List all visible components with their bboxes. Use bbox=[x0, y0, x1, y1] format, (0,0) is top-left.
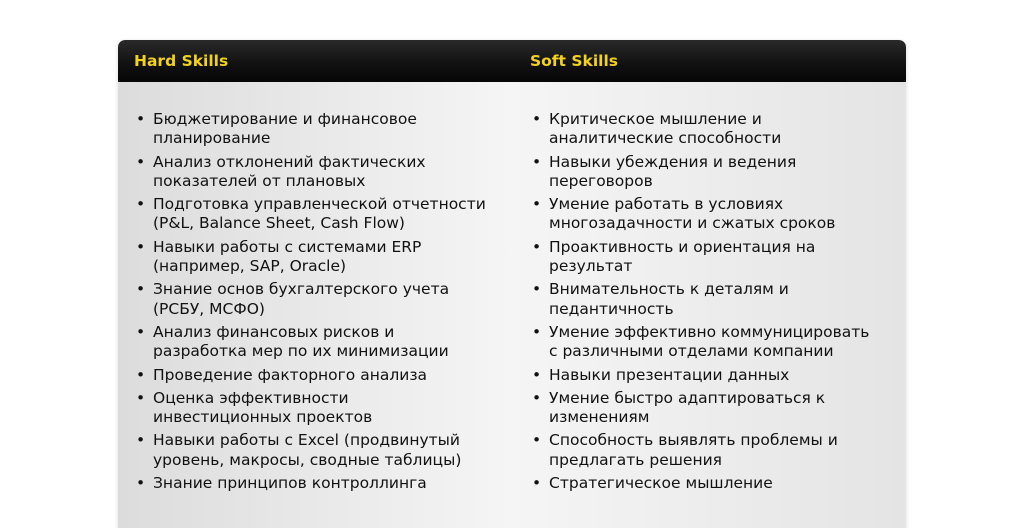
soft-skill-text: аналитические способности bbox=[549, 129, 782, 148]
hard-skill-text: планирование bbox=[153, 129, 271, 148]
hard-skill-text: Знание основ бухгалтерского учета bbox=[153, 280, 450, 299]
skills-table bbox=[118, 40, 906, 528]
hard-skill-item bbox=[134, 323, 514, 362]
bullet-icon: • bbox=[532, 110, 542, 128]
hard-skill-text: Анализ финансовых рисков и bbox=[153, 322, 395, 341]
hard-skill-text: разработка мер по их минимизации bbox=[153, 342, 449, 361]
hard-skills-heading: Hard Skills bbox=[134, 52, 229, 70]
bullet-icon: • bbox=[136, 322, 146, 341]
hard-skills-list bbox=[134, 110, 514, 497]
bullet-icon: • bbox=[532, 152, 542, 171]
soft-skill-item bbox=[530, 195, 900, 234]
bullet-icon: • bbox=[136, 365, 146, 384]
soft-skill-text: Стратегическое мышление bbox=[549, 474, 773, 493]
bullet-icon: • bbox=[136, 152, 146, 171]
soft-skill-text: Способность выявлять проблемы и bbox=[549, 431, 838, 450]
hard-skill-item bbox=[134, 153, 514, 192]
hard-skill-text: Проведение факторного анализа bbox=[153, 365, 428, 384]
hard-skill-text: Бюджетирование и финансовое bbox=[153, 110, 417, 128]
bullet-icon: • bbox=[532, 388, 542, 407]
hard-skill-item bbox=[134, 110, 514, 149]
soft-skill-text: Умение быстро адаптироваться к bbox=[549, 388, 826, 407]
soft-skill-text: Внимательность к деталям и bbox=[549, 280, 789, 299]
soft-skill-text: Проактивность и ориентация на bbox=[549, 237, 816, 256]
hard-skill-text: уровень, макросы, сводные таблицы) bbox=[153, 450, 462, 469]
soft-skill-text: Умение работать в условиях bbox=[549, 195, 784, 214]
soft-skill-text: переговоров bbox=[549, 171, 653, 190]
bullet-icon: • bbox=[532, 431, 542, 450]
hard-skill-item bbox=[134, 280, 514, 319]
hard-skill-text: (например, SAP, Oracle) bbox=[153, 257, 347, 276]
bullet-icon: • bbox=[136, 431, 146, 450]
bullet-icon: • bbox=[136, 110, 146, 128]
bullet-icon: • bbox=[532, 195, 542, 214]
hard-skill-text: инвестиционных проектов bbox=[153, 408, 373, 427]
hard-skill-text: (РСБУ, МСФО) bbox=[153, 299, 265, 318]
soft-skill-text: результат bbox=[549, 257, 633, 276]
hard-skill-item bbox=[134, 238, 514, 277]
hard-skill-text: Подготовка управленческой отчетности bbox=[153, 195, 486, 214]
soft-skill-text: изменениям bbox=[549, 408, 650, 427]
soft-skill-item bbox=[530, 431, 900, 470]
soft-skill-item bbox=[530, 323, 900, 362]
hard-skill-text: Навыки работы с системами ERP bbox=[153, 237, 422, 256]
soft-skill-text: Навыки презентации данных bbox=[549, 365, 790, 384]
soft-skills-list bbox=[530, 110, 900, 497]
soft-skill-item bbox=[530, 389, 900, 428]
hard-skill-text: Оценка эффективности bbox=[153, 388, 349, 407]
soft-skill-text: Умение эффективно коммуницировать bbox=[549, 322, 870, 341]
soft-skill-item bbox=[530, 238, 900, 277]
soft-skill-text: педантичность bbox=[549, 299, 674, 318]
bullet-icon: • bbox=[136, 195, 146, 214]
soft-skill-item bbox=[530, 110, 900, 149]
bullet-icon: • bbox=[136, 474, 146, 493]
bullet-icon: • bbox=[532, 322, 542, 341]
bullet-icon: • bbox=[532, 237, 542, 256]
bullet-icon: • bbox=[532, 280, 542, 299]
soft-skill-text: Критическое мышление и bbox=[549, 110, 762, 128]
soft-skill-item bbox=[530, 474, 900, 493]
hard-skill-text: Анализ отклонений фактических bbox=[153, 152, 426, 171]
soft-skill-text: с различными отделами компании bbox=[549, 342, 834, 361]
hard-skill-item bbox=[134, 195, 514, 234]
hard-skill-item bbox=[134, 389, 514, 428]
bullet-icon: • bbox=[532, 365, 542, 384]
soft-skill-item bbox=[530, 366, 900, 385]
bullet-icon: • bbox=[532, 474, 542, 493]
hard-skill-item bbox=[134, 431, 514, 470]
hard-skill-item bbox=[134, 474, 514, 493]
hard-skill-text: (P&L, Balance Sheet, Cash Flow) bbox=[153, 214, 405, 233]
hard-skill-item bbox=[134, 366, 514, 385]
soft-skill-item bbox=[530, 280, 900, 319]
table-header bbox=[118, 40, 906, 82]
bullet-icon: • bbox=[136, 237, 146, 256]
soft-skill-text: Навыки убеждения и ведения bbox=[549, 152, 797, 171]
bullet-icon: • bbox=[136, 388, 146, 407]
soft-skill-text: предлагать решения bbox=[549, 450, 722, 469]
soft-skill-text: многозадачности и сжатых сроков bbox=[549, 214, 836, 233]
soft-skills-heading: Soft Skills bbox=[530, 52, 618, 70]
soft-skill-item bbox=[530, 153, 900, 192]
bullet-icon: • bbox=[136, 280, 146, 299]
hard-skill-text: показателей от плановых bbox=[153, 171, 366, 190]
hard-skill-text: Знание принципов контроллинга bbox=[153, 474, 427, 493]
hard-skill-text: Навыки работы с Excel (продвинутый bbox=[153, 431, 460, 450]
